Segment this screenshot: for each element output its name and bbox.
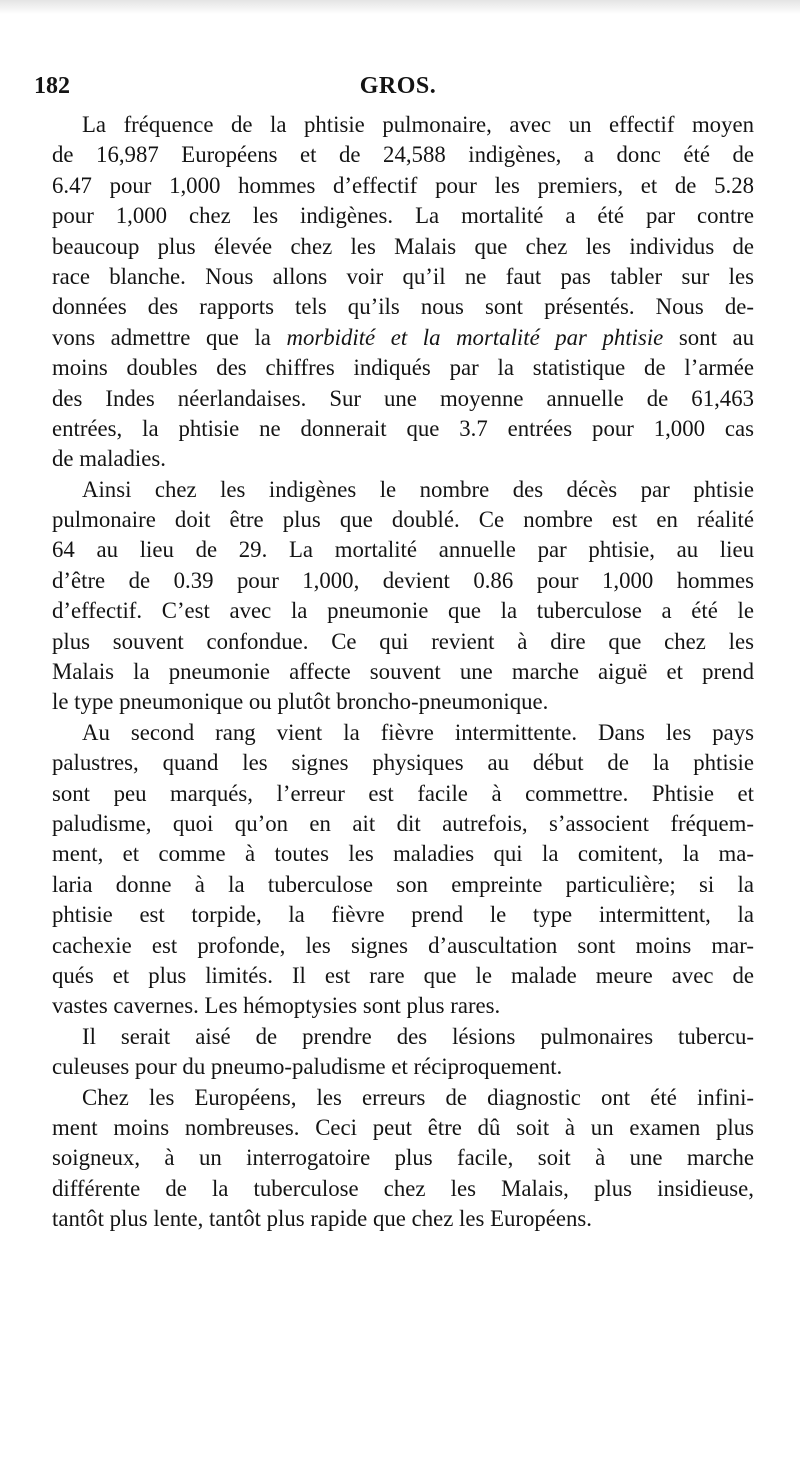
- text-line: des Indes néerlandaises. Sur une moyenne annuelle de 61,463: [52, 385, 754, 411]
- text-line: Ainsi chez les indigènes le nombre des décès par phtisie: [82, 476, 754, 502]
- text-line: Malais la pneumonie affecte souvent une marche aiguë et prend: [52, 659, 754, 685]
- text-line: race blanche. Nous allons voir qu’il ne faut pas tabler sur les: [52, 263, 754, 289]
- text-segment: sont au: [663, 324, 754, 350]
- page-number: 182: [34, 73, 70, 99]
- text-line: pulmonaire doit être plus que doublé. Ce nombre est en réalité: [52, 507, 754, 533]
- text-line: tantôt plus lente, tantôt plus rapide que chez les Européens.: [52, 1206, 593, 1232]
- text-line: le type pneumonique ou plutôt broncho-pneumonique.: [52, 689, 549, 715]
- text-line: de 16,987 Européens et de 24,588 indigènes, a donc été de: [52, 142, 754, 168]
- text-line: sont peu marqués, l’erreur est facile à commettre. Phtisie et: [52, 780, 754, 806]
- italic-phrase: morbidité et la mortalité par phtisie: [286, 324, 664, 350]
- text-line: ment moins nombreuses. Ceci peut être dû soit à un examen plus: [52, 1114, 754, 1140]
- text-line: 6.47 pour 1,000 hommes d’effectif pour les premiers, et de 5.28: [52, 172, 754, 198]
- text-line: Il serait aisé de prendre des lésions pulmonaires tubercu-: [82, 1023, 754, 1049]
- text-line: différente de la tuberculose chez les Malais, plus insidieuse,: [52, 1175, 754, 1201]
- page-header: [34, 70, 762, 102]
- text-line: 64 au lieu de 29. La mortalité annuelle par phtisie, au lieu: [52, 537, 754, 563]
- text-line: Au second rang vient la fièvre intermittente. Dans les pays: [82, 719, 754, 745]
- text-line: d’effectif. C’est avec la pneumonie que la tuberculose a été le: [52, 598, 754, 624]
- text-line: pour 1,000 chez les indigènes. La mortalité a été par contre: [52, 203, 754, 229]
- text-line: La fréquence de la phtisie pulmonaire, avec un effectif moyen: [82, 112, 754, 137]
- text-line: de maladies.: [52, 446, 166, 472]
- text-line: données des rapports tels qu’ils nous sont présentés. Nous de-: [52, 294, 754, 320]
- text-line: [52, 323, 754, 353]
- text-line: ment, et comme à toutes les maladies qui la comitent, la ma-: [52, 841, 754, 867]
- text-line: entrées, la phtisie ne donnerait que 3.7 entrées pour 1,000 cas: [52, 415, 754, 441]
- text-line: paludisme, quoi qu’on en ait dit autrefois, s’associent fréquem-: [52, 810, 754, 836]
- text-line: vastes cavernes. Les hémoptysies sont plus rares.: [52, 993, 501, 1019]
- body-text: [52, 110, 754, 1234]
- text-line: d’être de 0.39 pour 1,000, devient 0.86 pour 1,000 hommes: [52, 567, 754, 593]
- text-line: culeuses pour du pneumo-paludisme et réciproquement.: [52, 1054, 563, 1080]
- text-line: laria donne à la tuberculose son empreinte particulière; si la: [52, 871, 754, 897]
- text-line: palustres, quand les signes physiques au début de la phtisie: [52, 750, 754, 776]
- running-head: GROS.: [359, 73, 437, 99]
- text-line: beaucoup plus élevée chez les Malais que chez les individus de: [52, 233, 754, 259]
- text-line: cachexie est profonde, les signes d’auscultation sont moins mar-: [52, 932, 754, 958]
- text-line: qués et plus limités. Il est rare que le malade meure avec de: [52, 962, 754, 988]
- text-segment: vons admettre que la: [52, 324, 287, 350]
- text-line: moins doubles des chiffres indiqués par la statistique de l’armée: [52, 355, 754, 381]
- text-line: Chez les Européens, les erreurs de diagnostic ont été infini-: [82, 1084, 754, 1110]
- text-line: plus souvent confondue. Ce qui revient à dire que chez les: [52, 628, 754, 654]
- page-top-edge: [0, 0, 800, 14]
- text-line: phtisie est torpide, la fièvre prend le type intermittent, la: [52, 902, 754, 928]
- text-line: soigneux, à un interrogatoire plus facile, soit à une marche: [52, 1145, 754, 1171]
